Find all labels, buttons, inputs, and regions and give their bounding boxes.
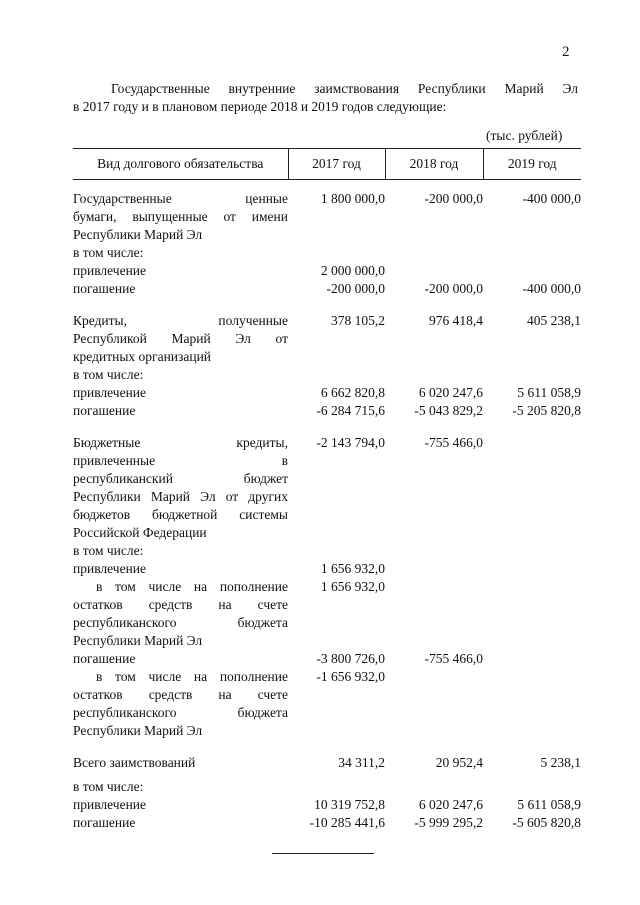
table-row bbox=[73, 772, 581, 796]
value-2019: -400 000,0 bbox=[522, 281, 581, 296]
attract-subitem-label bbox=[73, 578, 288, 650]
value-2017: -200 000,0 bbox=[326, 281, 385, 296]
value-2017: -10 285 441,6 bbox=[309, 815, 385, 830]
including-label: в том числе: bbox=[73, 367, 144, 382]
title-line: Республикой Марий Эл от bbox=[73, 331, 288, 346]
subitem-line: республиканского бюджета bbox=[73, 615, 288, 630]
title-line: бюджетов бюджетной системы bbox=[73, 507, 288, 522]
value-2019: 5 238,1 bbox=[540, 755, 581, 770]
table-row bbox=[73, 434, 581, 542]
value-2018: -755 466,0 bbox=[424, 651, 483, 666]
value-2017: 2 000 000,0 bbox=[320, 263, 385, 278]
subitem-line: республиканского бюджета bbox=[73, 705, 288, 720]
table-header-row bbox=[73, 149, 581, 180]
title-line: Государственные ценные bbox=[73, 191, 288, 206]
value-2019 bbox=[483, 578, 581, 650]
title-line: Республики Марий Эл bbox=[73, 227, 203, 242]
table-row bbox=[73, 668, 581, 740]
table-row bbox=[73, 754, 581, 772]
header-2018: 2018 год bbox=[385, 149, 483, 180]
value-2017: 1 656 932,0 bbox=[320, 579, 385, 594]
value-2018: -5 999 295,2 bbox=[414, 815, 483, 830]
value-2017: 6 662 820,8 bbox=[320, 385, 385, 400]
unit-label: (тыс. рублей) bbox=[486, 128, 563, 143]
subitem-line: в том числе на пополнение bbox=[96, 669, 288, 684]
repay-subitem-label bbox=[73, 668, 288, 740]
value-2017: 1 800 000,0 bbox=[320, 191, 385, 206]
title-line: Бюджетные кредиты, bbox=[73, 435, 288, 450]
borrowings-table bbox=[73, 148, 581, 832]
row-label: погашение bbox=[73, 651, 136, 666]
value-2018 bbox=[385, 578, 483, 650]
value-2017: -6 284 715,6 bbox=[316, 403, 385, 418]
value-2018 bbox=[385, 560, 483, 578]
table-row bbox=[73, 312, 581, 366]
table-row bbox=[73, 384, 581, 402]
value-2018 bbox=[385, 668, 483, 740]
value-2018: 6 020 247,6 bbox=[418, 385, 483, 400]
row-label: погашение bbox=[73, 815, 136, 830]
value-2019 bbox=[483, 262, 581, 280]
title-line: Российской Федерации bbox=[73, 525, 207, 540]
title-line: кредитных организаций bbox=[73, 349, 212, 364]
section-title-budget-credits bbox=[73, 434, 288, 542]
value-2017: -1 656 932,0 bbox=[316, 669, 385, 684]
value-2019: -5 205 820,8 bbox=[512, 403, 581, 418]
value-2017: 1 656 932,0 bbox=[320, 561, 385, 576]
title-line: привлеченные в bbox=[73, 453, 288, 468]
value-2017: -2 143 794,0 bbox=[316, 435, 385, 450]
subitem-line: Республики Марий Эл bbox=[73, 723, 203, 738]
value-2018: 20 952,4 bbox=[435, 755, 483, 770]
subitem-line: Республики Марий Эл bbox=[73, 633, 203, 648]
intro-paragraph bbox=[73, 80, 578, 116]
section-title-securities bbox=[73, 180, 288, 245]
table-row bbox=[73, 542, 581, 560]
including-label: в том числе: bbox=[73, 245, 144, 260]
value-2018: 6 020 247,6 bbox=[418, 797, 483, 812]
including-label: в том числе: bbox=[73, 779, 144, 794]
value-2018: -200 000,0 bbox=[424, 281, 483, 296]
table-row bbox=[73, 280, 581, 298]
value-2018 bbox=[385, 262, 483, 280]
value-2019: 5 611 058,9 bbox=[517, 385, 581, 400]
title-line: республиканский бюджет bbox=[73, 471, 288, 486]
value-2019 bbox=[483, 434, 581, 542]
value-2019: 5 611 058,9 bbox=[517, 797, 581, 812]
table-row bbox=[73, 650, 581, 668]
subitem-line: в том числе на пополнение bbox=[96, 579, 288, 594]
value-2017: 34 311,2 bbox=[338, 755, 385, 770]
row-label: привлечение bbox=[73, 263, 147, 278]
value-2018: -5 043 829,2 bbox=[414, 403, 483, 418]
row-label: привлечение bbox=[73, 561, 147, 576]
title-line: Республики Марий Эл от других bbox=[73, 489, 288, 504]
value-2018: -200 000,0 bbox=[424, 191, 483, 206]
footer-divider bbox=[272, 853, 374, 854]
value-2017: 378 105,2 bbox=[331, 313, 385, 328]
section-title-bank-credits bbox=[73, 312, 288, 366]
value-2019 bbox=[483, 668, 581, 740]
subitem-line: остатков средств на счете bbox=[73, 687, 288, 702]
row-label: привлечение bbox=[73, 797, 147, 812]
row-label: погашение bbox=[73, 281, 136, 296]
table-row bbox=[73, 262, 581, 280]
table-row bbox=[73, 366, 581, 384]
including-label: в том числе: bbox=[73, 543, 144, 558]
row-label: привлечение bbox=[73, 385, 147, 400]
subitem-line: остатков средств на счете bbox=[73, 597, 288, 612]
header-2019: 2019 год bbox=[483, 149, 581, 180]
intro-line-1: Государственные внутренние заимствования Республики Марий Эл bbox=[111, 81, 578, 96]
table-row bbox=[73, 578, 581, 650]
value-2017: 10 319 752,8 bbox=[314, 797, 385, 812]
title-line: Кредиты, полученные bbox=[73, 313, 288, 328]
table-row bbox=[73, 244, 581, 262]
table-row bbox=[73, 180, 581, 245]
value-2017: -3 800 726,0 bbox=[316, 651, 385, 666]
table-row bbox=[73, 560, 581, 578]
value-2019: -400 000,0 bbox=[522, 191, 581, 206]
header-obligation-type: Вид долгового обязательства bbox=[73, 149, 288, 180]
header-2017: 2017 год bbox=[288, 149, 385, 180]
table-row bbox=[73, 814, 581, 832]
value-2018: -755 466,0 bbox=[424, 435, 483, 450]
value-2019 bbox=[483, 560, 581, 578]
value-2019 bbox=[483, 650, 581, 668]
table-row bbox=[73, 796, 581, 814]
value-2019: 405 238,1 bbox=[527, 313, 581, 328]
row-label: погашение bbox=[73, 403, 136, 418]
table-row bbox=[73, 402, 581, 420]
page-number: 2 bbox=[562, 44, 570, 60]
value-2018: 976 418,4 bbox=[429, 313, 483, 328]
title-line: бумаги, выпущенные от имени bbox=[73, 209, 288, 224]
value-2019: -5 605 820,8 bbox=[512, 815, 581, 830]
total-label: Всего заимствований bbox=[73, 755, 196, 770]
intro-line-2: в 2017 году и в плановом периоде 2018 и 2019 годов следующие: bbox=[73, 99, 447, 114]
